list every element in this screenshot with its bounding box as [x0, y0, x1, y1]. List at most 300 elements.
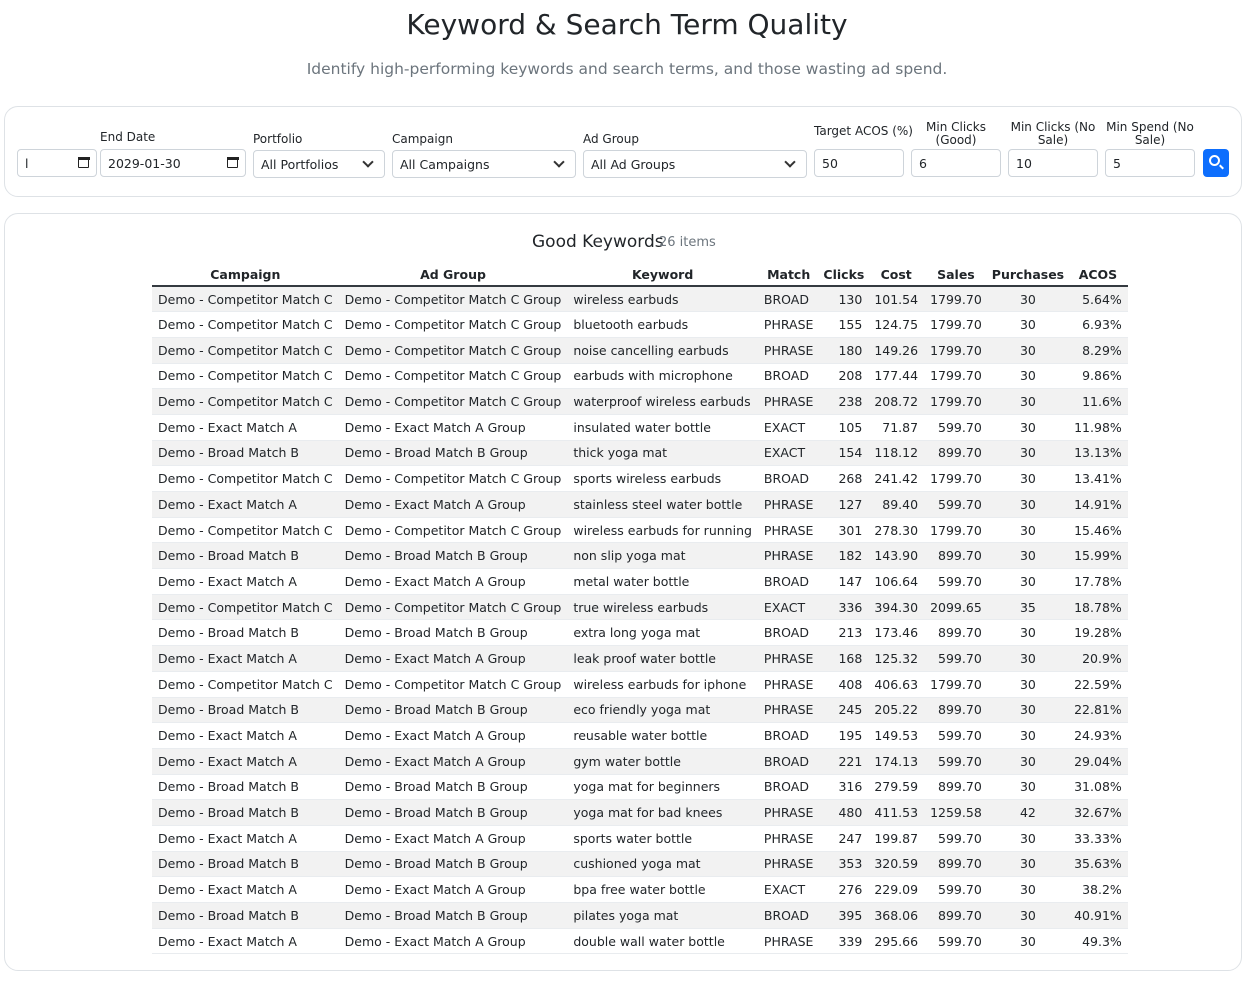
target-acos-label: Target ACOS (%): [814, 124, 913, 138]
campaign-cell: Demo - Exact Match A: [152, 877, 339, 903]
ad-group-cell: Demo - Competitor Match C Group: [339, 363, 568, 389]
cost-cell: 101.54: [868, 286, 924, 312]
table-row: [152, 774, 1128, 800]
purchases-cell: 30: [988, 569, 1068, 595]
cost-cell: 149.53: [868, 723, 924, 749]
purchases-cell: 30: [988, 414, 1068, 440]
end-date-label: End Date: [100, 130, 156, 144]
keyword-cell: metal water bottle: [567, 569, 758, 595]
purchases-cell: 30: [988, 286, 1068, 312]
acos-cell: 24.93%: [1068, 723, 1128, 749]
purchases-cell: 30: [988, 697, 1068, 723]
acos-cell: 11.6%: [1068, 389, 1128, 415]
table-row: [152, 903, 1128, 929]
table-row: [152, 620, 1128, 646]
table-row: [152, 569, 1128, 595]
results-title: Good Keywords: [532, 232, 664, 252]
campaign-cell: Demo - Competitor Match C: [152, 312, 339, 338]
campaign-cell: Demo - Exact Match A: [152, 748, 339, 774]
ad-group-cell: Demo - Competitor Match C Group: [339, 312, 568, 338]
keyword-cell: insulated water bottle: [567, 414, 758, 440]
ad-group-cell: Demo - Broad Match B Group: [339, 440, 568, 466]
sales-cell: 899.70: [924, 620, 988, 646]
table-row: [152, 723, 1128, 749]
match-type-cell: PHRASE: [758, 851, 820, 877]
cost-cell: 149.26: [868, 337, 924, 363]
ad-group-cell: Demo - Exact Match A Group: [339, 825, 568, 851]
sales-cell: 599.70: [924, 414, 988, 440]
match-type-cell: BROAD: [758, 286, 820, 312]
good-keywords-table: [152, 264, 1128, 954]
match-type-cell: PHRASE: [758, 337, 820, 363]
table-row: [152, 594, 1128, 620]
purchases-cell: 30: [988, 312, 1068, 338]
purchases-cell: 30: [988, 851, 1068, 877]
table-row: [152, 492, 1128, 518]
cost-cell: 174.13: [868, 748, 924, 774]
ad-group-cell: Demo - Exact Match A Group: [339, 877, 568, 903]
clicks-cell: 353: [819, 851, 868, 877]
clicks-cell: 221: [819, 748, 868, 774]
table-row: [152, 646, 1128, 672]
min-clicks-no-sale-label: [1008, 121, 1098, 147]
sales-cell: 599.70: [924, 825, 988, 851]
clicks-cell: 301: [819, 517, 868, 543]
sales-cell: 599.70: [924, 492, 988, 518]
clicks-cell: 130: [819, 286, 868, 312]
search-icon: [1209, 155, 1220, 166]
match-type-cell: PHRASE: [758, 646, 820, 672]
column-header-purchases[interactable]: Purchases: [988, 264, 1068, 286]
acos-cell: 15.46%: [1068, 517, 1128, 543]
cost-cell: 208.72: [868, 389, 924, 415]
acos-cell: 32.67%: [1068, 800, 1128, 826]
column-header-acos[interactable]: ACOS: [1068, 264, 1128, 286]
sales-cell: 599.70: [924, 723, 988, 749]
campaign-cell: Demo - Competitor Match C: [152, 363, 339, 389]
campaign-cell: Demo - Competitor Match C: [152, 517, 339, 543]
table-row: [152, 543, 1128, 569]
acos-cell: 8.29%: [1068, 337, 1128, 363]
campaign-cell: Demo - Exact Match A: [152, 414, 339, 440]
min-spend-no-sale-label-line2: Sale): [1134, 133, 1166, 147]
portfolio-label: Portfolio: [253, 132, 303, 146]
ad-group-value: All Ad Groups: [591, 156, 676, 172]
cost-cell: 199.87: [868, 825, 924, 851]
results-count: 26 items: [659, 235, 716, 250]
campaign-cell: Demo - Exact Match A: [152, 492, 339, 518]
column-header-ad-group[interactable]: Ad Group: [339, 264, 568, 286]
table-row: [152, 748, 1128, 774]
campaign-cell: Demo - Broad Match B: [152, 800, 339, 826]
match-type-cell: BROAD: [758, 363, 820, 389]
purchases-cell: 30: [988, 389, 1068, 415]
target-acos-value: 50: [822, 155, 838, 171]
acos-cell: 13.13%: [1068, 440, 1128, 466]
clicks-cell: 336: [819, 594, 868, 620]
keyword-cell: non slip yoga mat: [567, 543, 758, 569]
cost-cell: 118.12: [868, 440, 924, 466]
match-type-cell: PHRASE: [758, 517, 820, 543]
sales-cell: 899.70: [924, 543, 988, 569]
match-type-cell: EXACT: [758, 877, 820, 903]
acos-cell: 13.41%: [1068, 466, 1128, 492]
clicks-cell: 105: [819, 414, 868, 440]
sales-cell: 899.70: [924, 440, 988, 466]
keyword-cell: true wireless earbuds: [567, 594, 758, 620]
clicks-cell: 276: [819, 877, 868, 903]
clicks-cell: 180: [819, 337, 868, 363]
cost-cell: 406.63: [868, 671, 924, 697]
purchases-cell: 30: [988, 748, 1068, 774]
column-header-sales[interactable]: Sales: [924, 264, 988, 286]
purchases-cell: 30: [988, 466, 1068, 492]
acos-cell: 5.64%: [1068, 286, 1128, 312]
purchases-cell: 30: [988, 363, 1068, 389]
keyword-cell: bluetooth earbuds: [567, 312, 758, 338]
clicks-cell: 127: [819, 492, 868, 518]
table-row: [152, 312, 1128, 338]
purchases-cell: 30: [988, 723, 1068, 749]
match-type-cell: PHRASE: [758, 389, 820, 415]
chevron-down-icon: [362, 156, 373, 167]
match-type-cell: BROAD: [758, 569, 820, 595]
ad-group-cell: Demo - Competitor Match C Group: [339, 594, 568, 620]
match-type-cell: BROAD: [758, 903, 820, 929]
table-row: [152, 440, 1128, 466]
min-spend-no-sale-label-line1: Min Spend (No: [1106, 120, 1194, 134]
keyword-cell: wireless earbuds for running: [567, 517, 758, 543]
campaign-cell: Demo - Broad Match B: [152, 697, 339, 723]
acos-cell: 35.63%: [1068, 851, 1128, 877]
portfolio-select[interactable]: [253, 150, 385, 178]
ad-group-cell: Demo - Competitor Match C Group: [339, 337, 568, 363]
ad-group-cell: Demo - Broad Match B Group: [339, 903, 568, 929]
campaign-cell: Demo - Exact Match A: [152, 646, 339, 672]
clicks-cell: 395: [819, 903, 868, 929]
min-clicks-good-label-line2: (Good): [935, 133, 977, 147]
min-clicks-good-value: 6: [919, 155, 927, 171]
search-button[interactable]: [1203, 149, 1229, 177]
sales-cell: 899.70: [924, 697, 988, 723]
campaign-cell: Demo - Exact Match A: [152, 569, 339, 595]
cost-cell: 125.32: [868, 646, 924, 672]
cost-cell: 278.30: [868, 517, 924, 543]
sales-cell: 1259.58: [924, 800, 988, 826]
filter-panel: [4, 106, 1242, 197]
sales-cell: 599.70: [924, 748, 988, 774]
sales-cell: 2099.65: [924, 594, 988, 620]
clicks-cell: 408: [819, 671, 868, 697]
column-header-campaign[interactable]: Campaign: [152, 264, 339, 286]
calendar-icon[interactable]: [227, 157, 238, 168]
clicks-cell: 247: [819, 825, 868, 851]
campaign-cell: Demo - Broad Match B: [152, 620, 339, 646]
clicks-cell: 213: [819, 620, 868, 646]
acos-cell: 14.91%: [1068, 492, 1128, 518]
ad-group-cell: Demo - Exact Match A Group: [339, 928, 568, 954]
column-header-keyword[interactable]: Keyword: [567, 264, 758, 286]
purchases-cell: 30: [988, 903, 1068, 929]
keyword-cell: yoga mat for bad knees: [567, 800, 758, 826]
purchases-cell: 30: [988, 517, 1068, 543]
clicks-cell: 268: [819, 466, 868, 492]
keyword-cell: extra long yoga mat: [567, 620, 758, 646]
acos-cell: 15.99%: [1068, 543, 1128, 569]
min-clicks-no-sale-label-line1: Min Clicks (No: [1010, 120, 1096, 134]
keyword-cell: waterproof wireless earbuds: [567, 389, 758, 415]
match-type-cell: PHRASE: [758, 928, 820, 954]
campaign-cell: Demo - Competitor Match C: [152, 594, 339, 620]
match-type-cell: PHRASE: [758, 825, 820, 851]
keyword-cell: reusable water bottle: [567, 723, 758, 749]
acos-cell: 40.91%: [1068, 903, 1128, 929]
cost-cell: 394.30: [868, 594, 924, 620]
clicks-cell: 208: [819, 363, 868, 389]
min-spend-no-sale-label: [1105, 121, 1195, 147]
sales-cell: 599.70: [924, 646, 988, 672]
acos-cell: 18.78%: [1068, 594, 1128, 620]
table-row: [152, 825, 1128, 851]
cost-cell: 124.75: [868, 312, 924, 338]
ad-group-cell: Demo - Broad Match B Group: [339, 851, 568, 877]
min-spend-no-sale-value: 5: [1113, 155, 1121, 171]
acos-cell: 22.81%: [1068, 697, 1128, 723]
keyword-cell: earbuds with microphone: [567, 363, 758, 389]
cost-cell: 320.59: [868, 851, 924, 877]
ad-group-select[interactable]: [583, 150, 807, 178]
match-type-cell: PHRASE: [758, 697, 820, 723]
keyword-cell: pilates yoga mat: [567, 903, 758, 929]
match-type-cell: BROAD: [758, 466, 820, 492]
campaign-cell: Demo - Exact Match A: [152, 825, 339, 851]
purchases-cell: 30: [988, 825, 1068, 851]
cost-cell: 106.64: [868, 569, 924, 595]
ad-group-cell: Demo - Exact Match A Group: [339, 414, 568, 440]
cost-cell: 295.66: [868, 928, 924, 954]
acos-cell: 17.78%: [1068, 569, 1128, 595]
keyword-cell: leak proof water bottle: [567, 646, 758, 672]
keyword-cell: stainless steel water bottle: [567, 492, 758, 518]
purchases-cell: 35: [988, 594, 1068, 620]
clicks-cell: 155: [819, 312, 868, 338]
clicks-cell: 154: [819, 440, 868, 466]
table-header-row: [152, 264, 1128, 286]
sales-cell: 1799.70: [924, 466, 988, 492]
sales-cell: 1799.70: [924, 286, 988, 312]
clicks-cell: 147: [819, 569, 868, 595]
clicks-cell: 168: [819, 646, 868, 672]
keyword-cell: double wall water bottle: [567, 928, 758, 954]
keyword-cell: yoga mat for beginners: [567, 774, 758, 800]
cost-cell: 229.09: [868, 877, 924, 903]
keyword-cell: eco friendly yoga mat: [567, 697, 758, 723]
purchases-cell: 30: [988, 671, 1068, 697]
keyword-cell: noise cancelling earbuds: [567, 337, 758, 363]
ad-group-cell: Demo - Exact Match A Group: [339, 748, 568, 774]
clicks-cell: 238: [819, 389, 868, 415]
sales-cell: 599.70: [924, 877, 988, 903]
keyword-cell: bpa free water bottle: [567, 877, 758, 903]
table-row: [152, 466, 1128, 492]
ad-group-cell: Demo - Broad Match B Group: [339, 697, 568, 723]
campaign-value: All Campaigns: [400, 156, 490, 172]
portfolio-value: All Portfolios: [261, 156, 339, 172]
keyword-cell: gym water bottle: [567, 748, 758, 774]
campaign-cell: Demo - Competitor Match C: [152, 671, 339, 697]
campaign-cell: Demo - Competitor Match C: [152, 286, 339, 312]
clicks-cell: 316: [819, 774, 868, 800]
sales-cell: 899.70: [924, 903, 988, 929]
campaign-cell: Demo - Exact Match A: [152, 928, 339, 954]
acos-cell: 31.08%: [1068, 774, 1128, 800]
purchases-cell: 30: [988, 646, 1068, 672]
table-row: [152, 800, 1128, 826]
search-icon-handle: [1219, 165, 1224, 170]
ad-group-cell: Demo - Broad Match B Group: [339, 543, 568, 569]
ad-group-cell: Demo - Broad Match B Group: [339, 774, 568, 800]
sales-cell: 1799.70: [924, 337, 988, 363]
clicks-cell: 480: [819, 800, 868, 826]
sales-cell: 599.70: [924, 569, 988, 595]
acos-cell: 22.59%: [1068, 671, 1128, 697]
clicks-cell: 339: [819, 928, 868, 954]
purchases-cell: 30: [988, 928, 1068, 954]
campaign-cell: Demo - Broad Match B: [152, 903, 339, 929]
min-clicks-no-sale-label-line2: Sale): [1037, 133, 1069, 147]
end-date-value: 2029-01-30: [108, 155, 181, 171]
acos-cell: 33.33%: [1068, 825, 1128, 851]
ad-group-cell: Demo - Competitor Match C Group: [339, 466, 568, 492]
acos-cell: 9.86%: [1068, 363, 1128, 389]
table-body: [152, 286, 1128, 954]
table-row: [152, 389, 1128, 415]
campaign-cell: Demo - Broad Match B: [152, 851, 339, 877]
sales-cell: 899.70: [924, 851, 988, 877]
page-title: Keyword & Search Term Quality: [406, 8, 848, 41]
ad-group-cell: Demo - Competitor Match C Group: [339, 286, 568, 312]
table-row: [152, 697, 1128, 723]
min-clicks-good-label: [911, 121, 1001, 147]
match-type-cell: PHRASE: [758, 543, 820, 569]
table-row: [152, 286, 1128, 312]
match-type-cell: PHRASE: [758, 671, 820, 697]
start-date-value: l: [25, 155, 29, 171]
match-type-cell: PHRASE: [758, 492, 820, 518]
ad-group-cell: Demo - Exact Match A Group: [339, 646, 568, 672]
start-date-input[interactable]: [17, 149, 97, 177]
acos-cell: 11.98%: [1068, 414, 1128, 440]
campaign-cell: Demo - Broad Match B: [152, 440, 339, 466]
chevron-down-icon: [784, 156, 795, 167]
table-row: [152, 877, 1128, 903]
table-row: [152, 414, 1128, 440]
calendar-icon[interactable]: [78, 157, 89, 168]
match-type-cell: BROAD: [758, 620, 820, 646]
ad-group-cell: Demo - Competitor Match C Group: [339, 389, 568, 415]
purchases-cell: 30: [988, 620, 1068, 646]
cost-cell: 143.90: [868, 543, 924, 569]
table-row: [152, 851, 1128, 877]
table-row: [152, 928, 1128, 954]
min-clicks-good-label-line1: Min Clicks: [926, 120, 986, 134]
campaign-select[interactable]: [392, 150, 576, 178]
match-type-cell: PHRASE: [758, 800, 820, 826]
chevron-down-icon: [553, 156, 564, 167]
purchases-cell: 42: [988, 800, 1068, 826]
purchases-cell: 30: [988, 774, 1068, 800]
campaign-cell: Demo - Competitor Match C: [152, 389, 339, 415]
match-type-cell: EXACT: [758, 414, 820, 440]
cost-cell: 205.22: [868, 697, 924, 723]
target-acos-input[interactable]: [814, 149, 904, 177]
sales-cell: 1799.70: [924, 389, 988, 415]
cost-cell: 279.59: [868, 774, 924, 800]
clicks-cell: 245: [819, 697, 868, 723]
keyword-cell: sports water bottle: [567, 825, 758, 851]
acos-cell: 49.3%: [1068, 928, 1128, 954]
campaign-cell: Demo - Competitor Match C: [152, 337, 339, 363]
end-date-input[interactable]: [100, 149, 246, 177]
match-type-cell: BROAD: [758, 723, 820, 749]
column-header-clicks[interactable]: Clicks: [819, 264, 868, 286]
ad-group-cell: Demo - Exact Match A Group: [339, 492, 568, 518]
cost-cell: 241.42: [868, 466, 924, 492]
ad-group-cell: Demo - Broad Match B Group: [339, 800, 568, 826]
keyword-cell: wireless earbuds: [567, 286, 758, 312]
column-header-match[interactable]: Match: [758, 264, 820, 286]
table-row: [152, 337, 1128, 363]
min-clicks-good-input[interactable]: [911, 149, 1001, 177]
purchases-cell: 30: [988, 877, 1068, 903]
keyword-cell: cushioned yoga mat: [567, 851, 758, 877]
match-type-cell: EXACT: [758, 594, 820, 620]
ad-group-cell: Demo - Competitor Match C Group: [339, 671, 568, 697]
campaign-cell: Demo - Competitor Match C: [152, 466, 339, 492]
match-type-cell: BROAD: [758, 774, 820, 800]
acos-cell: 29.04%: [1068, 748, 1128, 774]
acos-cell: 38.2%: [1068, 877, 1128, 903]
acos-cell: 6.93%: [1068, 312, 1128, 338]
min-spend-no-sale-input[interactable]: [1105, 149, 1195, 177]
purchases-cell: 30: [988, 337, 1068, 363]
cost-cell: 411.53: [868, 800, 924, 826]
keyword-cell: thick yoga mat: [567, 440, 758, 466]
campaign-cell: Demo - Broad Match B: [152, 774, 339, 800]
campaign-cell: Demo - Broad Match B: [152, 543, 339, 569]
match-type-cell: BROAD: [758, 748, 820, 774]
clicks-cell: 182: [819, 543, 868, 569]
table-row: [152, 363, 1128, 389]
purchases-cell: 30: [988, 543, 1068, 569]
match-type-cell: EXACT: [758, 440, 820, 466]
table-row: [152, 671, 1128, 697]
sales-cell: 899.70: [924, 774, 988, 800]
min-clicks-no-sale-input[interactable]: [1008, 149, 1098, 177]
sales-cell: 1799.70: [924, 517, 988, 543]
match-type-cell: PHRASE: [758, 312, 820, 338]
cost-cell: 71.87: [868, 414, 924, 440]
cost-cell: 177.44: [868, 363, 924, 389]
sales-cell: 1799.70: [924, 363, 988, 389]
campaign-cell: Demo - Exact Match A: [152, 723, 339, 749]
clicks-cell: 195: [819, 723, 868, 749]
column-header-cost[interactable]: Cost: [868, 264, 924, 286]
ad-group-label: Ad Group: [583, 132, 639, 146]
cost-cell: 89.40: [868, 492, 924, 518]
page-subtitle: Identify high-performing keywords and search terms, and those wasting ad spend.: [306, 60, 948, 78]
keyword-cell: sports wireless earbuds: [567, 466, 758, 492]
